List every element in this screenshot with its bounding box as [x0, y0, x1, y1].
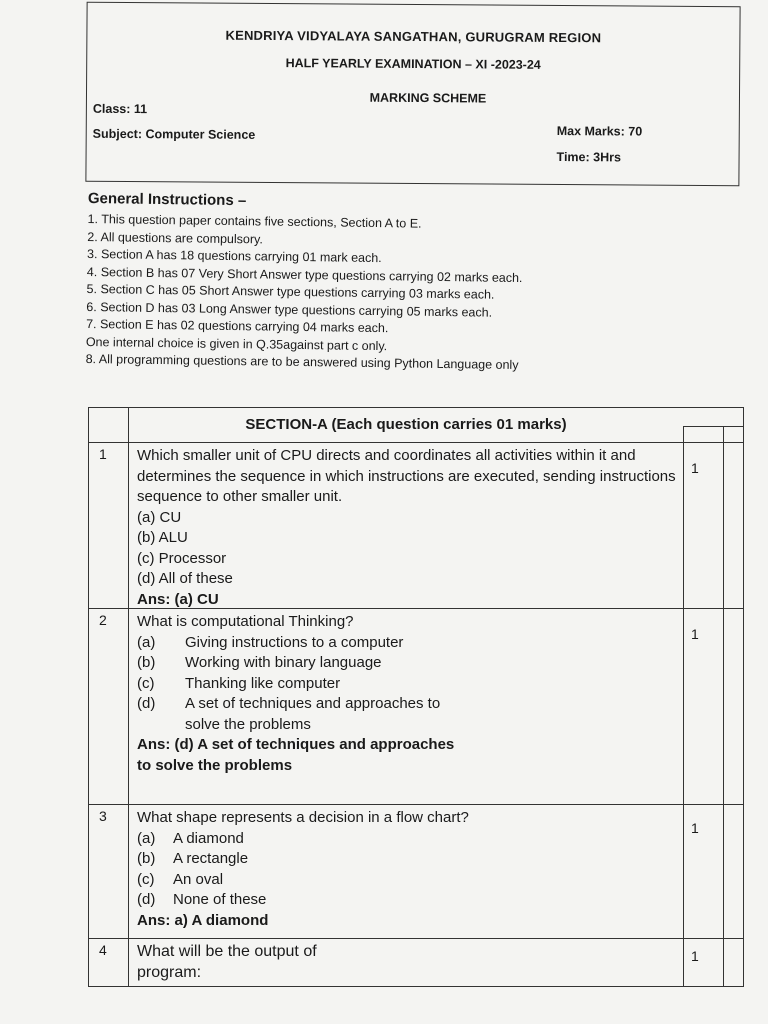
option-text: An oval — [173, 870, 224, 888]
row-divider — [89, 938, 743, 939]
option-c — [137, 674, 677, 695]
instruction-item: 2. All questions are compulsory. — [87, 229, 263, 246]
option-d — [137, 694, 677, 715]
row-divider — [683, 426, 743, 427]
answer: Ans: a) A diamond — [137, 911, 269, 929]
answer: Ans: (a) CU — [137, 590, 219, 608]
option-key: (b) — [137, 654, 156, 671]
question-text-continuation: program: — [137, 963, 202, 981]
option-key: (c) — [137, 674, 155, 692]
question-2 — [137, 612, 677, 776]
school-name: KENDRIYA VIDYALAYA SANGATHAN, GURUGRAM REGION — [225, 27, 602, 46]
option-continuation: solve the problems — [185, 715, 311, 733]
option-key: (b) — [137, 850, 156, 867]
option-a — [137, 829, 677, 850]
instruction-item: 4. Section B has 07 Very Short Answer type questions carrying 02 marks each. — [86, 264, 523, 285]
question-text: What shape represents a decision in a flow chart? — [137, 809, 469, 826]
option-c — [137, 870, 677, 891]
option-a: (a) CU — [137, 508, 182, 526]
option-d — [137, 890, 677, 911]
questions-table — [88, 407, 744, 987]
question-number: 2 — [99, 612, 107, 628]
subject-label: Subject: Computer Science — [92, 126, 256, 142]
question-text: What will be the output of — [137, 943, 317, 960]
exam-title: HALF YEARLY EXAMINATION – XI -2023-24 — [285, 56, 541, 72]
option-text: Thanking like computer — [185, 674, 341, 692]
marks: 1 — [691, 460, 699, 476]
instruction-item: One internal choice is given in Q.35against part c only. — [85, 334, 388, 353]
question-text: What is computational Thinking? — [137, 613, 354, 630]
instruction-item: 6. Section D has 03 Long Answer type questions carrying 05 marks each. — [86, 299, 493, 320]
question-number: 4 — [99, 942, 107, 958]
option-text: None of these — [173, 891, 267, 908]
option-b — [137, 849, 677, 870]
question-text: Which smaller unit of CPU directs and coordinates all activities within it and determines the sequence in which instructions are executed, sending instructions sequence to other smaller unit. — [137, 447, 676, 505]
option-key: (d) — [137, 695, 156, 712]
column-divider — [723, 426, 724, 986]
row-divider — [89, 442, 743, 443]
option-c: (c) Processor — [137, 549, 227, 567]
option-key: (c) — [137, 870, 155, 888]
option-text: A diamond — [173, 829, 244, 847]
marks: 1 — [691, 948, 699, 964]
answer: Ans: (d) A set of techniques and approaches — [137, 736, 455, 753]
instruction-item: 3. Section A has 18 questions carrying 01 mark each. — [87, 246, 382, 266]
max-marks-label: Max Marks: 70 — [556, 124, 643, 139]
row-divider — [89, 804, 743, 805]
column-divider — [683, 426, 684, 986]
option-text: A set of techniques and approaches to — [185, 695, 441, 712]
instruction-item: 7. Section E has 02 questions carrying 04 marks each. — [86, 316, 389, 336]
time-label: Time: 3Hrs — [556, 150, 622, 165]
question-3 — [137, 808, 677, 931]
option-key: (a) — [137, 829, 156, 847]
question-number: 3 — [99, 808, 107, 824]
general-instructions — [86, 190, 728, 377]
section-a-title: SECTION-A (Each question carries 01 marks) — [245, 416, 567, 433]
option-b — [137, 653, 677, 674]
option-d: (d) All of these — [137, 570, 233, 587]
instruction-item: 8. All programming questions are to be answered using Python Language only — [85, 351, 519, 373]
option-key: (d) — [137, 891, 156, 908]
marks: 1 — [691, 626, 699, 642]
option-a — [137, 633, 677, 654]
instructions-title: General Instructions – — [87, 190, 247, 210]
header-box — [85, 2, 740, 187]
marks: 1 — [691, 820, 699, 836]
instruction-item: 1. This question paper contains five sections, Section A to E. — [87, 211, 422, 231]
option-key: (a) — [137, 633, 156, 651]
question-1 — [137, 446, 677, 610]
option-text: Giving instructions to a computer — [185, 633, 404, 651]
option-text: A rectangle — [173, 850, 249, 867]
class-label: Class: 11 — [92, 101, 148, 117]
answer-continuation: to solve the problems — [137, 756, 293, 774]
question-4 — [137, 942, 677, 983]
option-text: Working with binary language — [185, 654, 382, 671]
column-divider — [128, 408, 129, 986]
marking-scheme-title: MARKING SCHEME — [369, 90, 487, 106]
instruction-item: 5. Section C has 05 Short Answer type questions carrying 03 marks each. — [86, 281, 495, 302]
question-number: 1 — [99, 446, 107, 462]
option-b: (b) ALU — [137, 529, 188, 546]
